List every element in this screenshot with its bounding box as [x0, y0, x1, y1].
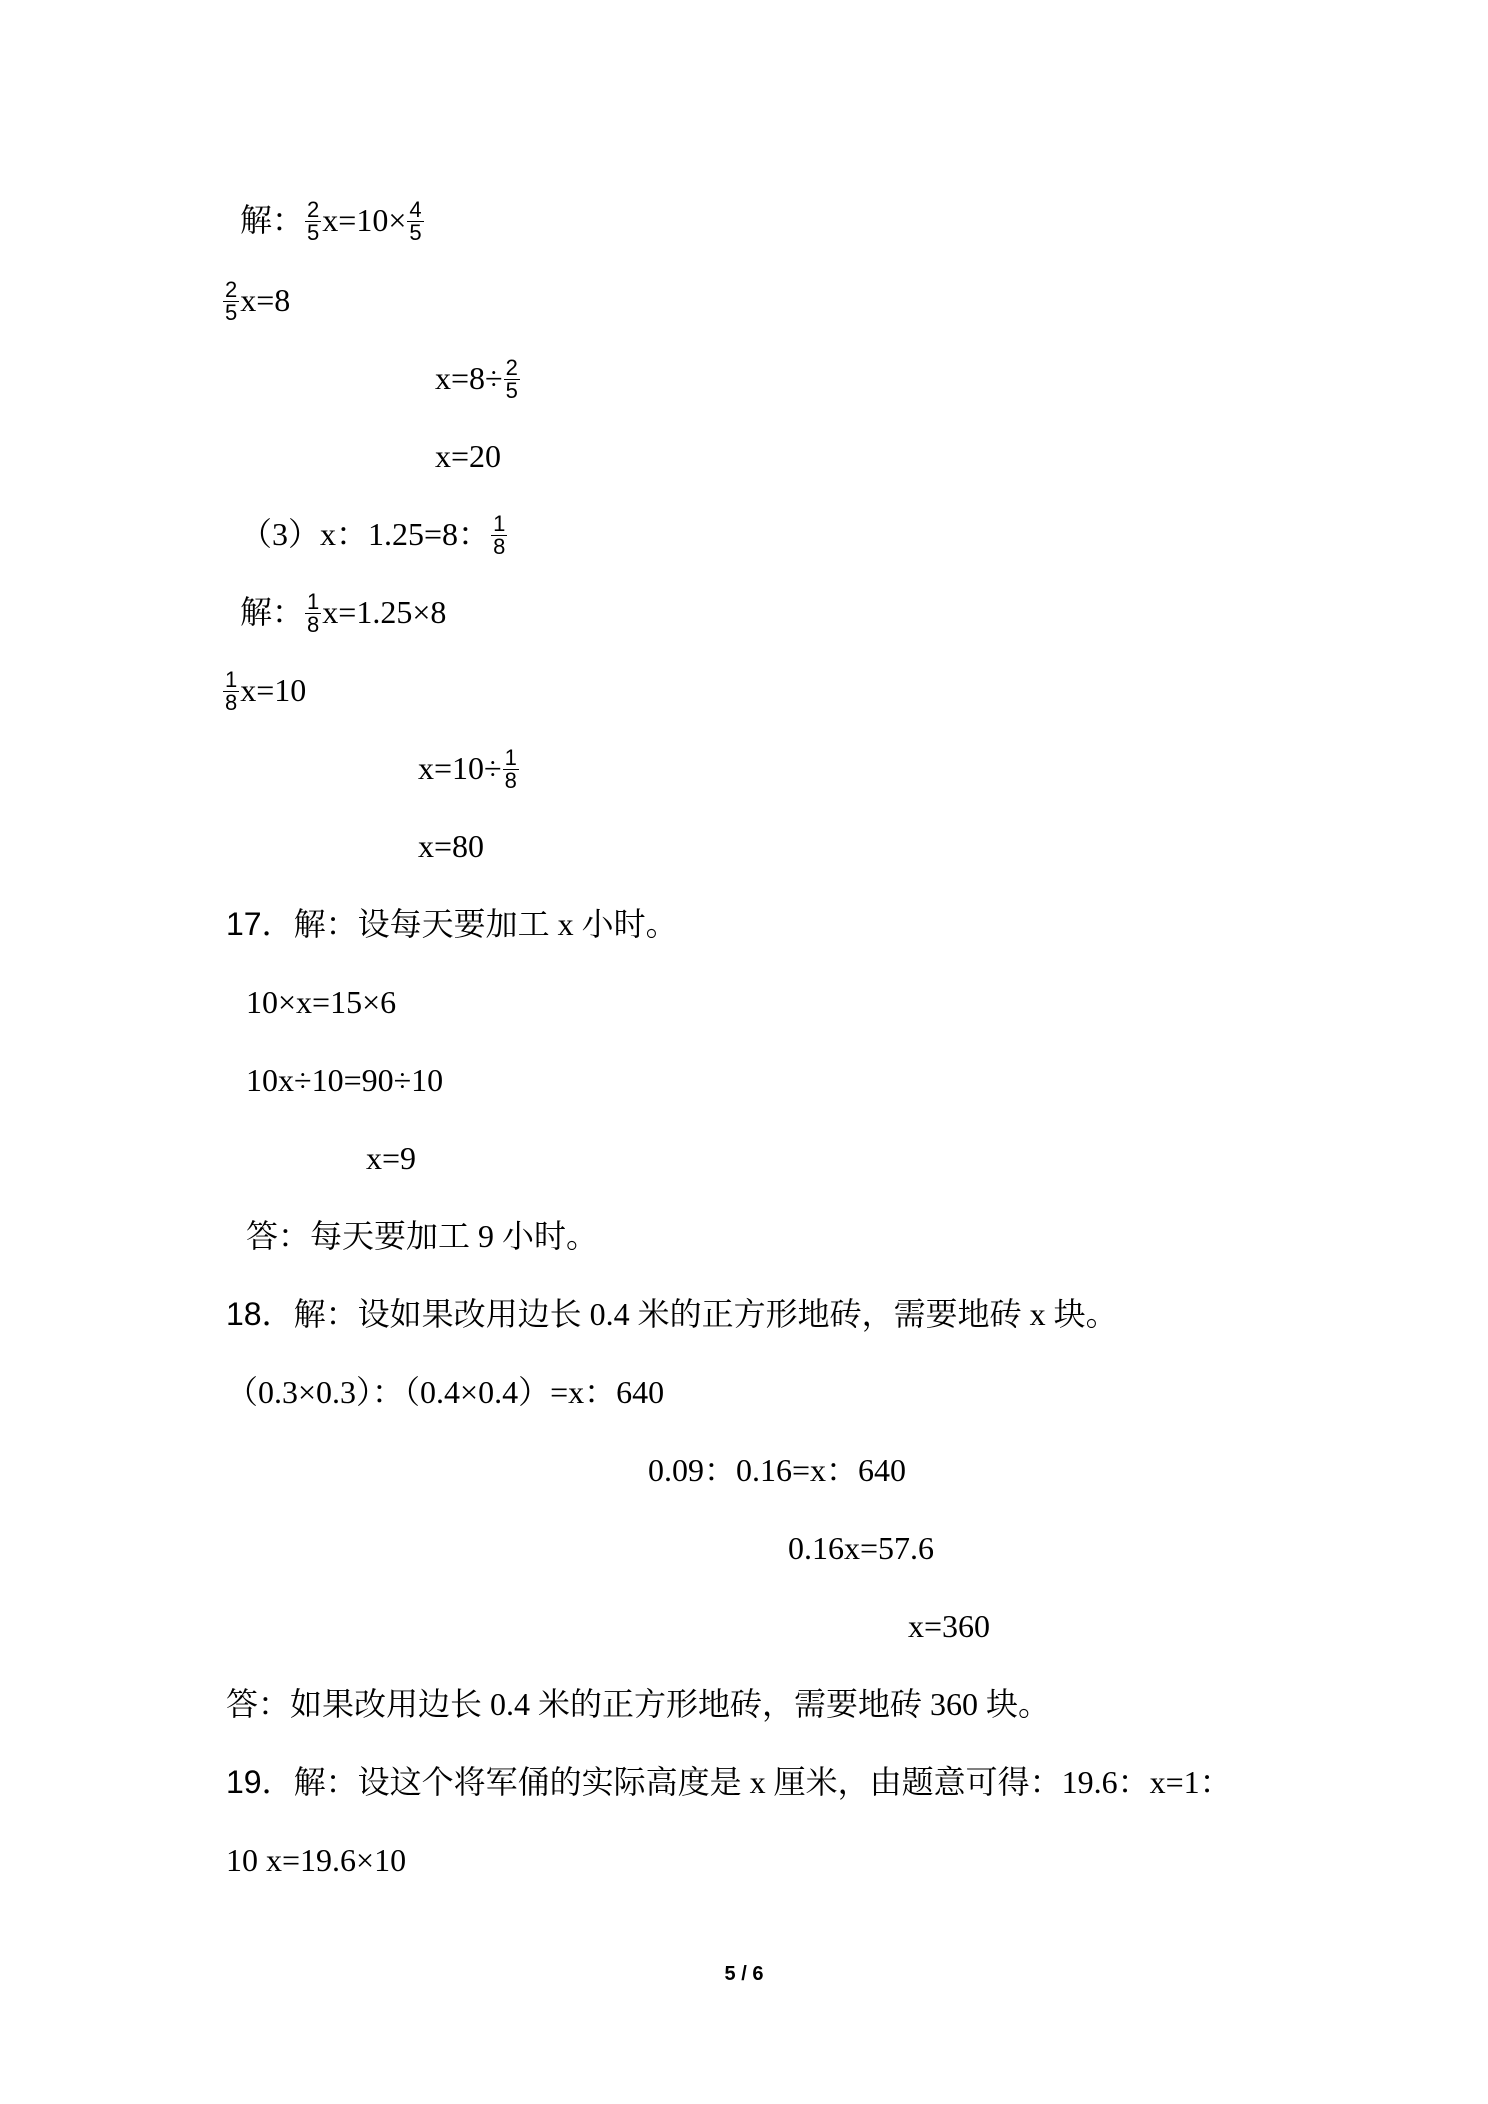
- fraction-denominator: 5: [225, 300, 238, 326]
- fraction: [223, 669, 239, 714]
- text-segment: ．解：设每天要加工 x 小时。: [261, 906, 678, 942]
- equation-line: [240, 589, 447, 638]
- fraction-numerator: 2: [225, 277, 238, 303]
- text-segment: 解：: [240, 594, 305, 630]
- fraction-denominator: 5: [409, 220, 422, 246]
- text-segment: ．解：设如果改用边长 0.4 米的正方形地砖，需要地砖 x 块。: [261, 1296, 1118, 1332]
- equation-line: [222, 277, 291, 326]
- equation-line: x=9: [366, 1140, 417, 1176]
- fraction: [305, 591, 321, 636]
- text-segment: ．解：设这个将军俑的实际高度是 x 厘米，由题意可得：19.6：x=1：: [261, 1764, 1232, 1800]
- text-segment: x=8: [240, 282, 291, 318]
- equation-line: x=360: [908, 1608, 991, 1644]
- fraction: [223, 279, 239, 324]
- text-segment: x=8÷: [435, 360, 503, 396]
- equation-line: 10x÷10=90÷10: [246, 1062, 444, 1098]
- text-segment: x=10÷: [418, 750, 502, 786]
- fraction-numerator: 2: [307, 197, 320, 223]
- fraction-denominator: 8: [307, 612, 320, 638]
- problem-line: [240, 511, 508, 560]
- equation-line: 10 x=19.6×10: [226, 1842, 407, 1878]
- equation-line: （0.3×0.3）：（0.4×0.4）=x：640: [226, 1374, 665, 1410]
- fraction-denominator: 5: [307, 220, 320, 246]
- page-number: 5 / 6: [724, 1963, 764, 1985]
- fraction-denominator: 8: [504, 768, 517, 794]
- equation-line: 0.09：0.16=x：640: [648, 1452, 907, 1488]
- fraction-numerator: 2: [505, 355, 518, 381]
- text-segment: （3）x：1.25=8：: [240, 516, 491, 552]
- fraction-numerator: 1: [307, 589, 320, 615]
- fraction-numerator: 1: [225, 667, 238, 693]
- equation-line: x=80: [418, 828, 485, 864]
- fraction: [504, 357, 520, 402]
- equation-line: [222, 667, 307, 716]
- equation-line: 10×x=15×6: [246, 984, 397, 1020]
- problem-heading: [226, 1762, 1232, 1802]
- answer-line: 答：如果改用边长 0.4 米的正方形地砖，需要地砖 360 块。: [226, 1686, 1051, 1722]
- equation-line: [435, 355, 521, 404]
- answer-line: 答：每天要加工 9 小时。: [246, 1218, 599, 1254]
- equation-line: [418, 745, 520, 794]
- fraction-numerator: 1: [504, 745, 517, 771]
- fraction-denominator: 8: [225, 690, 238, 716]
- problem-number: 18: [226, 1296, 262, 1332]
- equation-line: [240, 197, 425, 246]
- fraction: [491, 513, 507, 558]
- fraction: [305, 199, 321, 244]
- text-segment: x=1.25×8: [322, 594, 447, 630]
- fraction-denominator: 5: [505, 378, 518, 404]
- fraction-denominator: 8: [493, 534, 506, 560]
- problem-number: 17: [226, 906, 262, 942]
- problem-heading: [226, 1294, 1118, 1334]
- text-segment: 解：: [240, 202, 305, 238]
- problem-number: 19: [226, 1764, 262, 1800]
- equation-line: x=20: [435, 438, 502, 474]
- equation-line: 0.16x=57.6: [788, 1530, 935, 1566]
- text-segment: x=10: [240, 672, 307, 708]
- fraction: [407, 199, 423, 244]
- problem-heading: [226, 904, 678, 944]
- text-segment: x=10×: [322, 202, 407, 238]
- fraction-numerator: 4: [409, 197, 422, 223]
- fraction: [503, 747, 519, 792]
- fraction-numerator: 1: [493, 511, 506, 537]
